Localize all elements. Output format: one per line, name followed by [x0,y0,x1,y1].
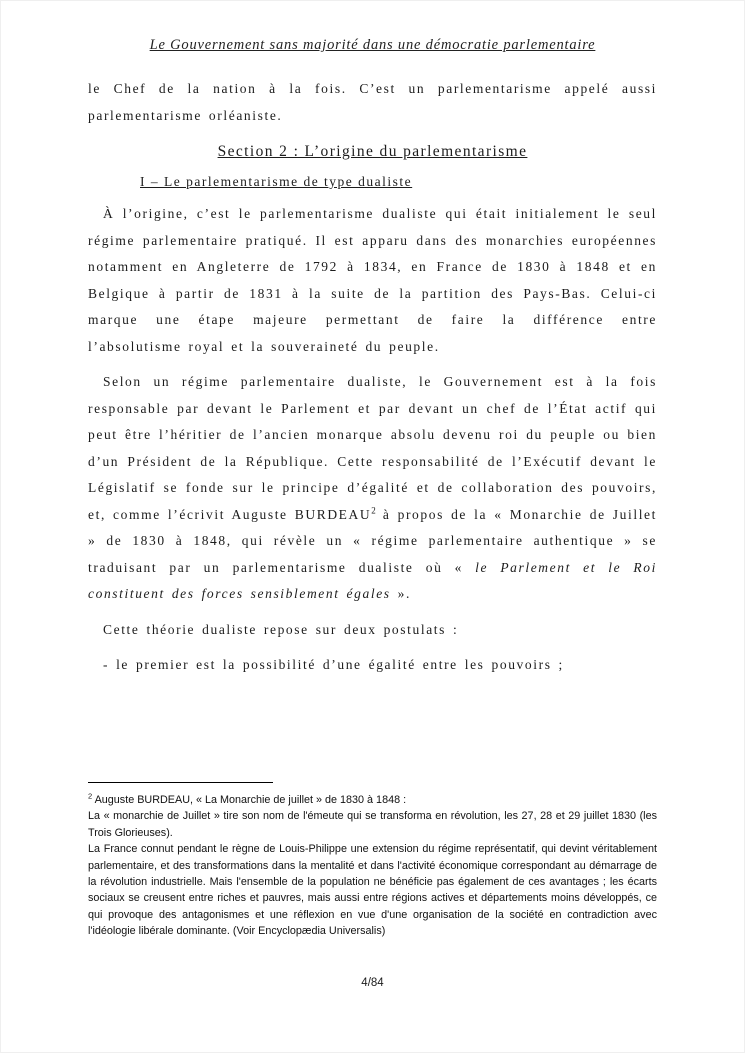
section-heading [88,143,657,161]
page-number: 4/84 [361,977,384,989]
page-header [88,36,657,54]
footnote-separator [88,782,273,783]
footnote-area [88,782,657,940]
paragraph-selon-quote-italic: le Parlement et le Roi constituent des forces sensiblement égales [88,559,657,601]
list-item-postulat-1: - le premier est la possibilité d’une égalité entre les pouvoirs ; [103,657,564,672]
footnote-paragraph-1: La « monarchie de Juillet » tire son nom de l'émeute qui se transforma en révolution, les 27, 28 et 29 juillet 1830 (les Trois Glorieuses). [88,810,657,839]
section-heading-text: Section 2 : L’origine du parlementarisme [217,143,528,160]
subsection-heading-text: I – Le parlementarisme de type dualiste [140,174,413,189]
paragraph-theorie: Cette théorie dualiste repose sur deux postulats : [103,621,459,637]
footnote-reference-marker: 2 [371,505,376,515]
paragraph-selon-text-3: ». [390,586,411,601]
page-content [88,36,657,688]
paragraph-origine: À l’origine, c’est le parlementarisme dualiste qui était initialement le seul régime parlementaire pratiqué. Il est apparu dans des monarchies européennes notamment en Angleterre de 1792 à 1834, en France de 1830 à 1848 et en Belgique à partir de 1831 à la suite de la partition des Pays-Bas. Celui-ci marque une étape majeure permettant de faire la différence entre l’absolutisme royal et la souveraineté du peuple. [88,206,657,354]
footnote-number: 2 [88,791,93,801]
paragraph-selon [88,369,657,608]
footnote-heading-text: Auguste BURDEAU, « La Monarchie de juillet » de 1830 à 1848 : [92,794,407,806]
paragraph-selon-text: Selon un régime parlementaire dualiste, le Gouvernement est à la fois responsable par devant le Parlement et par devant un chef de l’État actif qui peut être l’héritier de l’ancien monarque absolu devenu roi du peuple ou bien d’un Président de la République. Cette responsabilité de l’Exécutif devant le Législatif se fonde sur le principe d’égalité et de collaboration des pouvoirs, et, comme l’écrivit Auguste BURDEAU [88,374,657,522]
footnote-paragraph-2: La France connut pendant le règne de Louis-Philippe une extension du régime représentatif, qui devint véritablement parlementaire, et des transformations dans la mentalité et dans l'activité économique correspondant au démarrage de la révolution industrielle. Mais l'ensemble de la population ne bénéficie pas également de ces avantages ; les écarts sociaux se creusent entre riches et pauvres, mais aussi entre régions actives et départements moins développés, ce qui provoque des antagonismes et une réflexion en vue d'une organisation de la société en contradiction avec l'idéologie libérale dominante. (Voir Encyclopædia Universalis) [88,843,657,938]
running-header-title: Le Gouvernement sans majorité dans une démocratie parlementaire [149,37,596,53]
paragraph-selon-text-2: à propos de la « Monarchie de Juillet » de 1830 à 1848, qui révèle un « régime parlementaire authentique » se traduisant par un parlementarisme dualiste où « [88,506,657,575]
paragraph-intro: le Chef de la nation à la fois. C’est un parlementarisme appelé aussi parlementarisme orléaniste. [88,81,657,123]
subsection-heading [140,174,657,190]
footnote-heading-line [88,792,657,808]
